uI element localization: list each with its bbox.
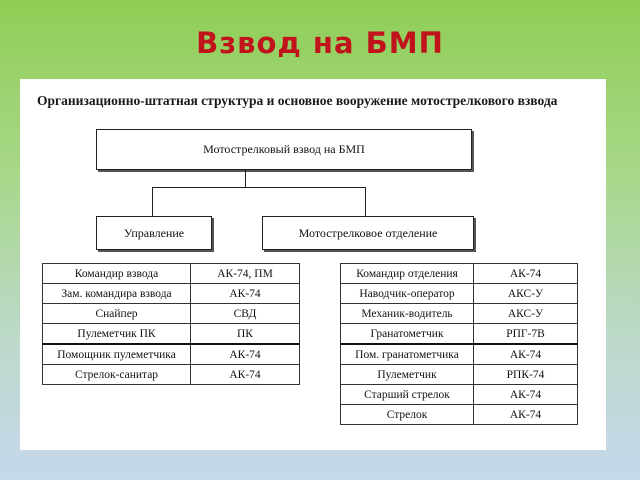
role-cell: Пулеметчик <box>341 365 474 385</box>
role-cell: Стрелок <box>341 405 474 425</box>
slide-title: Взвод на БМП <box>196 26 444 60</box>
child-node-squad-label: Мотострелковое отделение <box>298 225 438 240</box>
weapon-cell: АК-74 <box>474 405 578 425</box>
table-row <box>43 324 300 345</box>
weapon-cell: АК-74 <box>474 264 578 284</box>
weapon-cell: АКС-У <box>474 304 578 324</box>
connector-root-down <box>245 170 246 188</box>
child-node-management <box>96 216 212 250</box>
connector-right-down <box>365 187 366 216</box>
connector-horizontal <box>152 187 366 188</box>
table-row <box>43 304 300 324</box>
weapon-cell: АКС-У <box>474 284 578 304</box>
role-cell: Стрелок-санитар <box>43 365 191 385</box>
management-table <box>42 263 300 385</box>
role-cell: Пом. гранатометчика <box>341 344 474 365</box>
table-row <box>341 405 578 425</box>
role-cell: Механик-водитель <box>341 304 474 324</box>
role-cell: Пулеметчик ПК <box>43 324 191 345</box>
role-cell: Зам. командира взвода <box>43 284 191 304</box>
role-cell: Снайпер <box>43 304 191 324</box>
child-node-squad <box>262 216 474 250</box>
table-row <box>341 365 578 385</box>
table-row <box>43 284 300 304</box>
root-node-label: Мотострелковый взвод на БМП <box>203 142 365 156</box>
weapon-cell: АК-74 <box>191 365 300 385</box>
role-cell: Старший стрелок <box>341 385 474 405</box>
connector-left-down <box>152 187 153 216</box>
weapon-cell: СВД <box>191 304 300 324</box>
table-row <box>43 264 300 284</box>
role-cell: Командир отделения <box>341 264 474 284</box>
table-row <box>341 324 578 345</box>
weapon-cell: АК-74 <box>191 284 300 304</box>
role-cell: Командир взвода <box>43 264 191 284</box>
table-row <box>43 344 300 365</box>
table-row <box>43 365 300 385</box>
role-cell: Наводчик-оператор <box>341 284 474 304</box>
weapon-cell: АК-74 <box>191 344 300 365</box>
squad-table <box>340 263 578 425</box>
diagram-panel <box>20 79 606 450</box>
role-cell: Гранатометчик <box>341 324 474 345</box>
child-node-management-label: Управление <box>123 225 185 240</box>
table-row <box>341 264 578 284</box>
table-row <box>341 385 578 405</box>
role-cell: Помощник пулеметчика <box>43 344 191 365</box>
table-row <box>341 344 578 365</box>
weapon-cell: АК-74 <box>474 385 578 405</box>
table-row <box>341 304 578 324</box>
diagram-heading: Организационно-штатная структура и основное вооружение мотострелкового взвода <box>37 93 558 108</box>
table-row <box>341 284 578 304</box>
weapon-cell: РПК-74 <box>474 365 578 385</box>
weapon-cell: РПГ-7В <box>474 324 578 345</box>
weapon-cell: АК-74, ПМ <box>191 264 300 284</box>
weapon-cell: АК-74 <box>474 344 578 365</box>
root-node <box>96 129 472 170</box>
weapon-cell: ПК <box>191 324 300 345</box>
